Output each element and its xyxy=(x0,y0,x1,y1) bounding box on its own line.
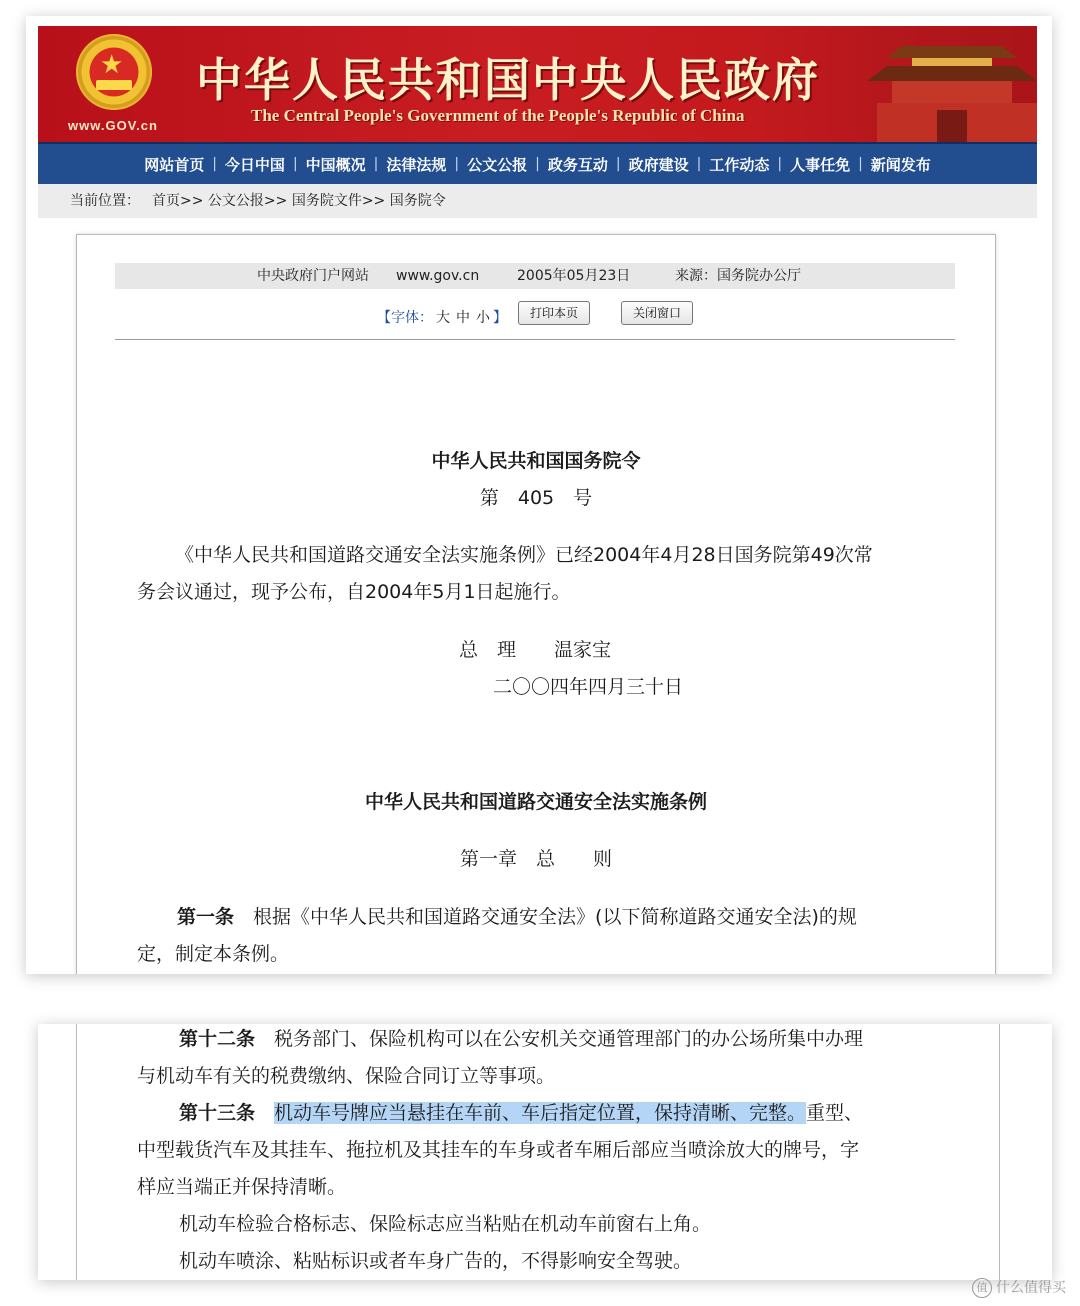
font-size-selector: 【字体： 大 中 小 】 xyxy=(377,310,507,326)
print-button[interactable]: 打印本页 xyxy=(518,301,590,325)
nav-item-documents[interactable]: 公文公报 xyxy=(467,155,528,174)
article-13-line-1: 第十三条 机动车号牌应当悬挂在车前、车后指定位置，保持清晰、完整。重型、 xyxy=(179,1102,864,1124)
font-size-large[interactable]: 大 xyxy=(436,310,450,326)
divider xyxy=(115,339,955,340)
article-13-para-3: 机动车喷涂、粘贴标识或者车身广告的，不得影响安全驾驶。 xyxy=(179,1250,693,1272)
article-1-line-2: 定，制定本条例。 xyxy=(137,943,290,965)
meta-source: 来源：国务院办公厅 xyxy=(675,268,801,284)
order-number: 第 405 号 xyxy=(479,487,593,509)
watermark xyxy=(972,1277,1066,1298)
document-panel xyxy=(76,234,996,974)
main-nav: 网站首页 | 今日中国 | 中国概况 | 法律法规 | 公文公报 | 政务互动 | 政府建设 | 工作动态 | 人事任免 | 新闻发布 xyxy=(38,142,1037,186)
nav-item-today-china[interactable]: 今日中国 xyxy=(224,155,285,174)
breadcrumb-label: 当前位置： xyxy=(70,193,140,209)
font-size-small[interactable]: 小 xyxy=(476,310,490,326)
browser-page xyxy=(38,26,1037,974)
site-banner xyxy=(38,26,1037,142)
meta-date: 2005年05月23日 xyxy=(517,268,631,284)
intro-line-1: 《中华人民共和国道路交通安全法实施条例》已经2004年4月28日国务院第49次常 xyxy=(175,544,873,566)
article-12-line-2: 与机动车有关的税费缴纳、保险合同订立等事项。 xyxy=(137,1065,556,1087)
site-title-en: The Central People's Government of the People's Republic of China xyxy=(251,106,745,125)
watermark-logo-icon: 值 xyxy=(972,1278,992,1298)
meta-url: www.gov.cn xyxy=(396,268,480,284)
nav-item-work-news[interactable]: 工作动态 xyxy=(709,155,770,174)
article-12-label: 第十二条 xyxy=(179,1028,256,1050)
article-1-label: 第一条 xyxy=(177,906,235,928)
article-1-line-1: 第一条 根据《中华人民共和国道路交通安全法》(以下简称道路交通安全法)的规 xyxy=(177,906,857,928)
highlighted-text[interactable]: 机动车号牌应当悬挂在车前、车后指定位置，保持清晰、完整。 xyxy=(274,1102,807,1124)
national-emblem-icon: ★ xyxy=(76,34,152,110)
screenshot-card-bottom xyxy=(38,1024,1052,1280)
font-size-bar xyxy=(77,301,995,329)
font-size-medium[interactable]: 中 xyxy=(456,310,470,326)
screenshot-card-top xyxy=(26,16,1052,974)
breadcrumb xyxy=(38,184,1037,218)
intro-line-2: 务会议通过，现予公布，自2004年5月1日起施行。 xyxy=(137,581,571,603)
breadcrumb-path[interactable]: 首页>> 公文公报>> 国务院文件>> 国务院令 xyxy=(152,193,446,209)
nav-item-home[interactable]: 网站首页 xyxy=(144,155,205,174)
meta-site: 中央政府门户网站 xyxy=(257,268,369,284)
site-title-cn: 中华人民共和国中央人民政府 xyxy=(196,53,820,107)
nav-item-interaction[interactable]: 政务互动 xyxy=(547,155,608,174)
site-domain: www.GOV.cn xyxy=(68,118,158,133)
article-12-line-1: 第十二条 税务部门、保险机构可以在公安机关交通管理部门的办公场所集中办理 xyxy=(179,1028,864,1050)
regulation-title: 中华人民共和国道路交通安全法实施条例 xyxy=(364,791,707,813)
sign-date: 二〇〇四年四月三十日 xyxy=(493,676,684,698)
nav-item-appointments[interactable]: 人事任免 xyxy=(790,155,851,174)
chapter-heading: 第一章 总 则 xyxy=(459,848,612,870)
nav-item-china-overview[interactable]: 中国概况 xyxy=(305,155,366,174)
close-window-button[interactable]: 关闭窗口 xyxy=(621,301,693,325)
article-13-line-3: 样应当端正并保持清晰。 xyxy=(137,1176,347,1198)
tiananmen-icon xyxy=(867,26,1037,142)
article-13-para-2: 机动车检验合格标志、保险标志应当粘贴在机动车前窗右上角。 xyxy=(179,1213,712,1235)
article-13-label: 第十三条 xyxy=(179,1102,256,1124)
signer: 总 理 温家宝 xyxy=(459,639,612,661)
document-excerpt xyxy=(76,1024,1000,1280)
document-meta-bar xyxy=(115,263,955,289)
nav-item-government-building[interactable]: 政府建设 xyxy=(628,155,689,174)
article-13-line-2: 中型载货汽车及其挂车、拖拉机及其挂车的车身或者车厢后部应当喷涂放大的牌号，字 xyxy=(137,1139,860,1161)
nav-item-laws[interactable]: 法律法规 xyxy=(386,155,447,174)
watermark-text: 什么值得买 xyxy=(996,1280,1066,1296)
nav-item-press[interactable]: 新闻发布 xyxy=(870,155,931,174)
order-title: 中华人民共和国国务院令 xyxy=(431,450,641,472)
